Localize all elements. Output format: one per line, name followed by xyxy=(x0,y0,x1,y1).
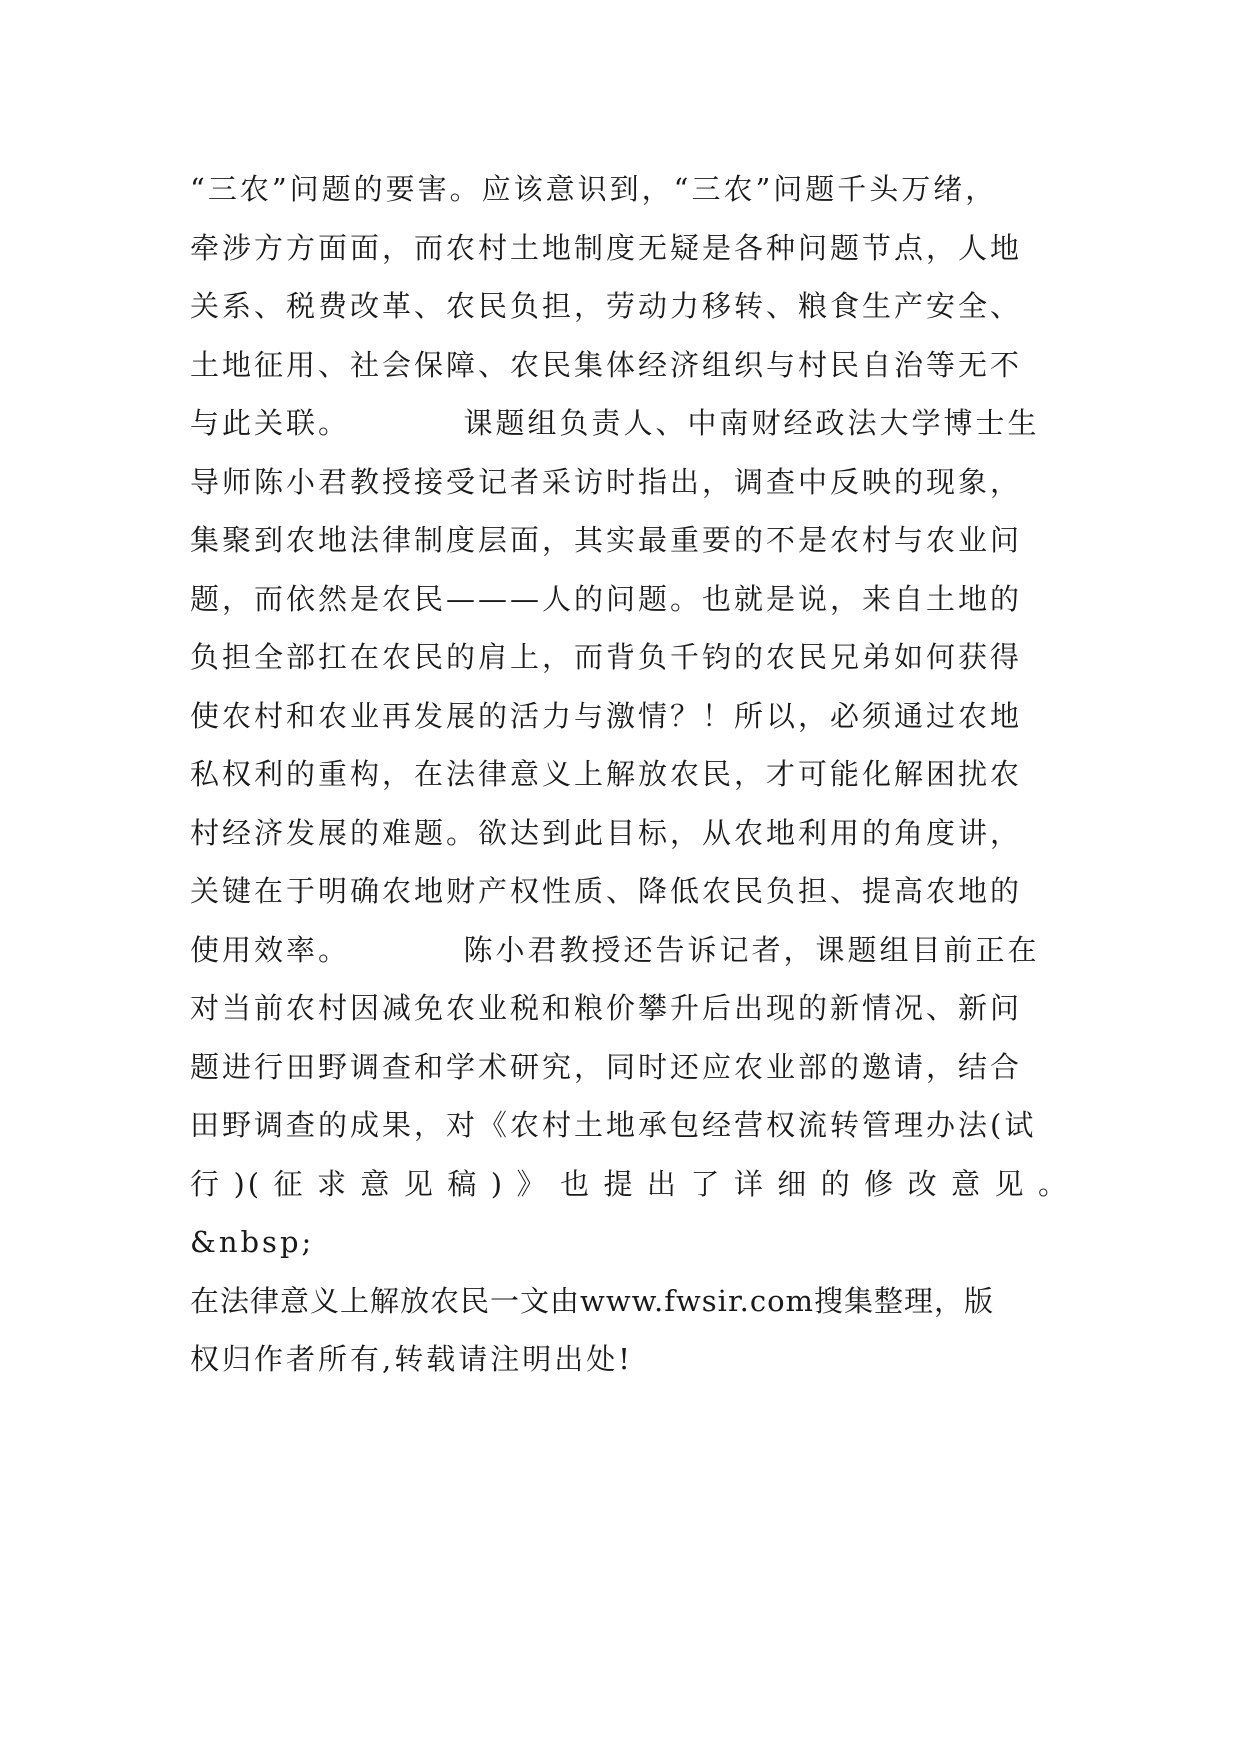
text-line: 私权利的重构，在法律意义上解放农民，才可能化解困扰农 xyxy=(190,757,1023,791)
article-body xyxy=(190,160,1070,1389)
text-line: 导师陈小君教授接受记者采访时指出，调查中反映的现象， xyxy=(190,464,1023,499)
text-line: 与此关联。 课题组负责人、中南财经政法大学博士生 xyxy=(190,406,1040,440)
text-line: 集聚到农地法律制度层面，其实最重要的不是农村与农业问 xyxy=(190,523,1023,557)
text-line: 对当前农村因减免农业税和粮价攀升后出现的新情况、新问 xyxy=(190,991,1023,1025)
text-line: 牵涉方方面面，而农村土地制度无疑是各种问题节点，人地 xyxy=(190,230,1023,265)
text-line: 田野调查的成果，对《农村土地承包经营权流转管理办法(试 xyxy=(190,1108,1037,1142)
text-line: 村经济发展的难题。欲达到此目标，从农地利用的角度讲， xyxy=(190,815,1023,850)
text-line: “三农”问题的要害。应该意识到，“三农”问题千头万绪， xyxy=(190,172,998,206)
source-note: 在法律意义上解放农民一文由www.fwsir.com搜集整理，版 xyxy=(190,1283,995,1318)
text-line: 负担全部扛在农民的肩上，而背负千钧的农民兄弟如何获得 xyxy=(190,640,1023,674)
text-line: 土地征用、社会保障、农民集体经济组织与村民自治等无不 xyxy=(190,347,1023,382)
nbsp-literal: &nbsp; xyxy=(190,1225,315,1259)
text-line: 关键在于明确农地财产权性质、降低农民负担、提高农地的 xyxy=(190,874,1023,908)
text-line: 关系、税费改革、农民负担，劳动力移转、粮食生产安全、 xyxy=(190,289,1023,323)
text-line: 行)(征求意见稿)》也提出了详细的修改意见。 xyxy=(190,1166,1070,1201)
text-line: 使农村和农业再发展的活力与激情？！所以，必须通过农地 xyxy=(190,698,1023,733)
text-line: 题，而依然是农民———人的问题。也就是说，来自土地的 xyxy=(190,581,1023,616)
text-line: 题进行田野调查和学术研究，同时还应农业部的邀请，结合 xyxy=(190,1049,1023,1084)
copyright-note: 权归作者所有,转载请注明出处! xyxy=(190,1342,633,1376)
text-line: 使用效率。 陈小君教授还告诉记者，课题组目前正在 xyxy=(190,932,1040,967)
